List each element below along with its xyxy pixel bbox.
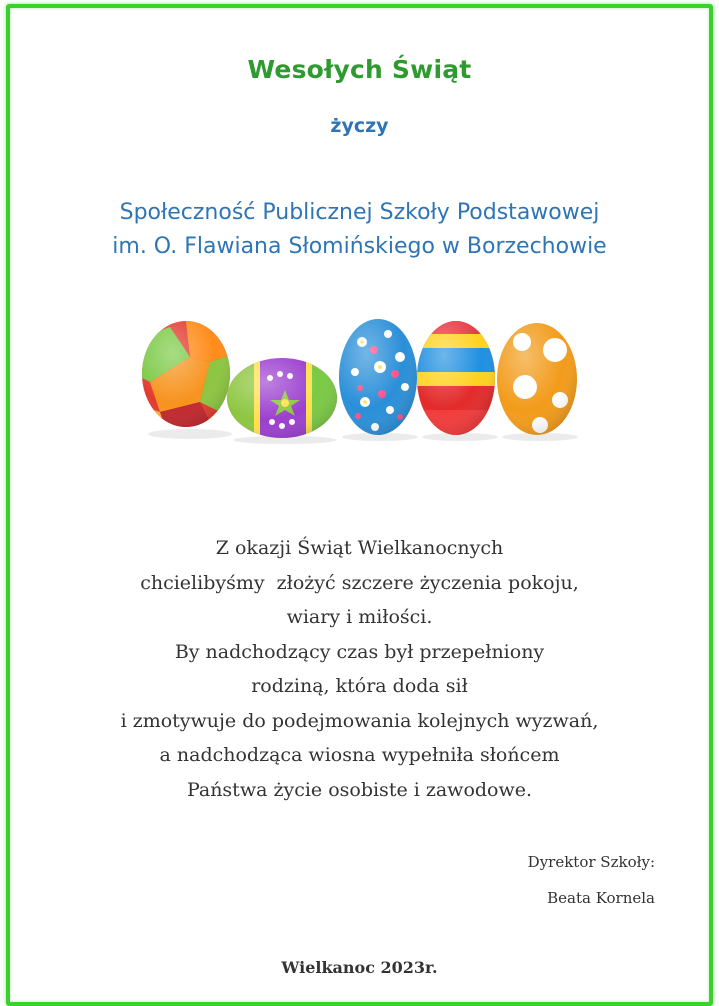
message-line: i zmotywuje do podejmowania kolejnych wyzwań, bbox=[120, 709, 599, 732]
message-line: Z okazji Świąt Wielkanocnych bbox=[215, 537, 504, 559]
wishes-word: życzy bbox=[330, 115, 389, 137]
greeting-title: Wesołych Świąt bbox=[247, 55, 472, 84]
easter-eggs-icon bbox=[130, 312, 590, 452]
message-line: wiary i miłości. bbox=[286, 606, 433, 628]
message-line: a nadchodząca wiosna wypełniła słońcem bbox=[159, 744, 560, 766]
date-line: Wielkanoc 2023r. bbox=[281, 958, 438, 977]
school-name-line-1: Społeczność Publicznej Szkoły Podstawowej bbox=[119, 200, 600, 225]
school-name-line-2: im. O. Flawiana Słomińskiego w Borzechowie bbox=[112, 234, 607, 259]
school-name bbox=[0, 196, 719, 264]
message-line: By nadchodzący czas był przepełniony bbox=[174, 640, 545, 663]
message-line: rodziną, która doda sił bbox=[251, 675, 468, 697]
greeting-message bbox=[0, 531, 719, 807]
message-line: Państwa życie osobiste i zawodowe. bbox=[186, 778, 533, 801]
message-line: chcielibyśmy złożyć szczere życzenia pokoju, bbox=[140, 571, 579, 594]
signature-name: Beata Kornela bbox=[547, 889, 655, 907]
signature-title: Dyrektor Szkoły: bbox=[527, 853, 655, 871]
